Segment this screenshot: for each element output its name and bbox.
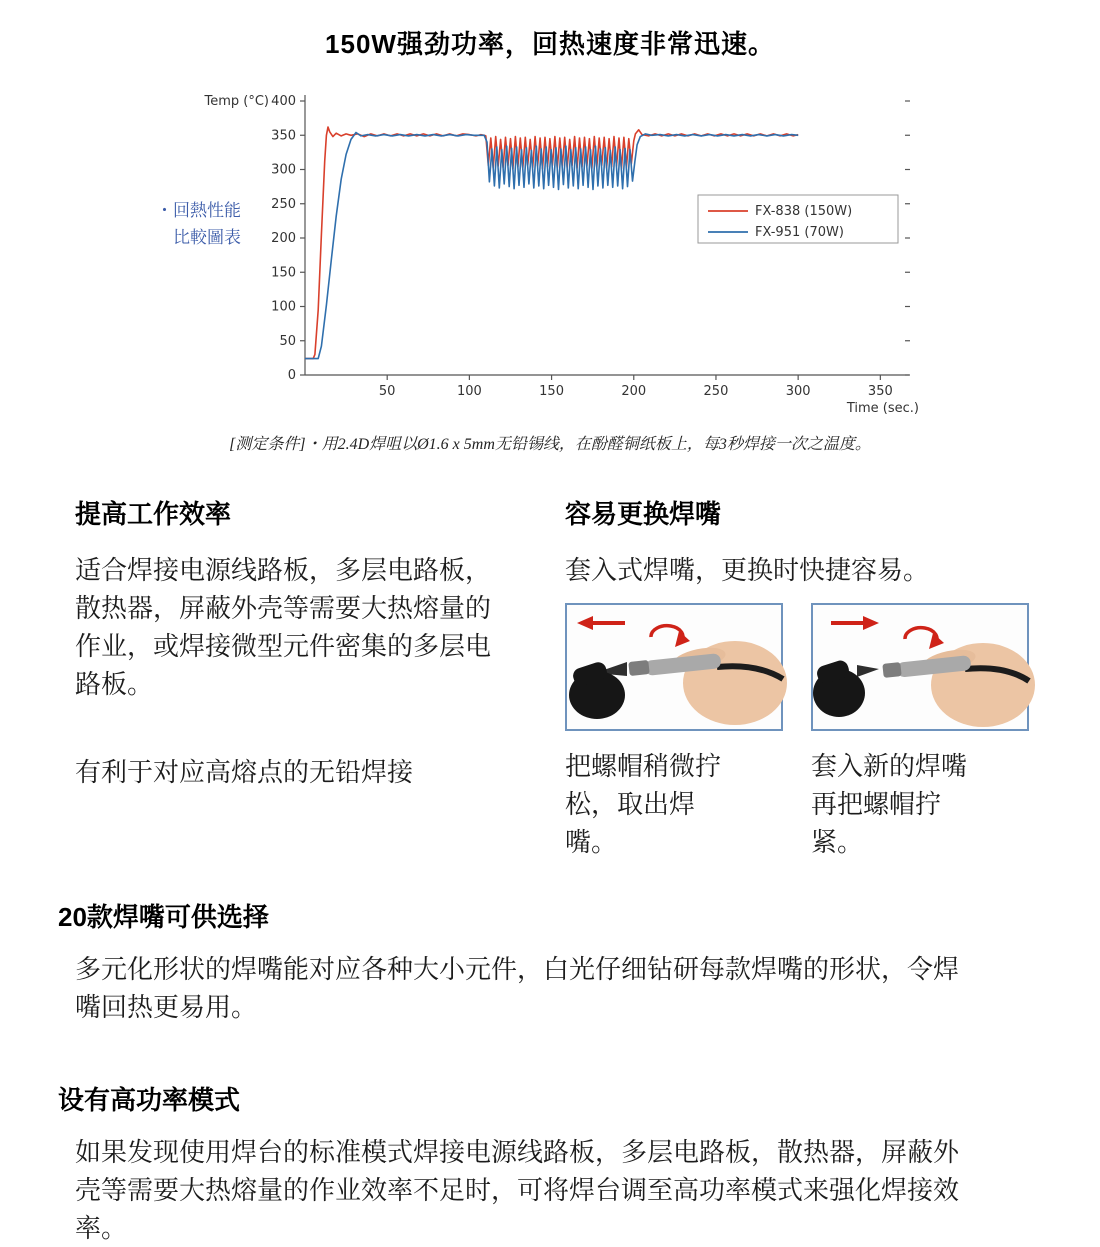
svg-text:0: 0: [287, 368, 296, 383]
efficiency-section: [75, 494, 565, 861]
tip-removal-step: [565, 603, 783, 861]
svg-text:200: 200: [271, 231, 296, 246]
svg-text:FX-838 (150W): FX-838 (150W): [755, 204, 853, 219]
side-label-text1: 回熱性能: [173, 201, 241, 220]
svg-text:250: 250: [271, 196, 296, 212]
svg-text:Temp (°C): Temp (°C): [204, 94, 269, 109]
bullet-icon: ・: [156, 201, 173, 220]
high-power-section: [0, 1080, 1100, 1247]
high-power-body: 如果发现使用焊台的标准模式焊接电源线路板，多层电路板，散热器，屏蔽外壳等需要大热熔量的作业效率不足时，可将焊台调至高功率模式来强化焊接效率。: [75, 1137, 960, 1243]
svg-text:50: 50: [279, 333, 296, 349]
efficiency-body: 适合焊接电源线路板，多层电路板，散热器，屏蔽外壳等需要大热熔量的作业，或焊接微型元件密集的多层电路板。: [75, 555, 492, 699]
svg-text:300: 300: [785, 384, 811, 399]
tip-change-intro: 套入式焊嘴，更换时快捷容易。: [565, 555, 930, 585]
svg-text:100: 100: [271, 299, 296, 315]
tips-heading: 20款焊嘴可供选择: [58, 902, 269, 932]
side-label-line1: [156, 197, 241, 224]
svg-text:300: 300: [271, 162, 296, 178]
tip-removal-photo: [565, 603, 783, 731]
tip-insert-photo: [811, 603, 1029, 731]
efficiency-note: 有利于对应高熔点的无铅焊接: [75, 757, 414, 787]
high-power-heading: 设有高功率模式: [58, 1085, 241, 1115]
svg-text:50: 50: [378, 384, 396, 399]
svg-text:150: 150: [271, 265, 296, 281]
svg-text:350: 350: [867, 384, 893, 399]
side-label-line2: 比較圖表: [173, 228, 241, 247]
two-column-section: [0, 494, 1100, 861]
efficiency-heading: 提高工作效率: [75, 499, 232, 529]
tip-change-photos: [565, 603, 1035, 861]
svg-text:150: 150: [539, 384, 564, 399]
svg-text:350: 350: [271, 128, 296, 144]
tip-change-heading: 容易更换焊嘴: [565, 499, 722, 529]
tip-removal-caption: 把螺帽稍微拧松，取出焊嘴。: [565, 751, 722, 857]
svg-text:100: 100: [456, 384, 482, 399]
svg-text:Time (sec.): Time (sec.): [846, 401, 919, 416]
svg-text:400: 400: [271, 94, 296, 109]
svg-text:200: 200: [621, 384, 647, 399]
page-title: 150W强劲功率，回热速度非常迅速。: [325, 29, 775, 59]
tip-insert-step: [811, 603, 1029, 861]
chart-caption: [测定条件]・用2.4D焊咀以Ø1.6 x 5mm无铅锡线，在酚醛铜纸板上，每3秒焊接一次之温度。: [229, 436, 871, 453]
chart-side-label: [156, 197, 241, 251]
tips-body: 多元化形状的焊嘴能对应各种大小元件，白光仔细钻研每款焊嘴的形状，令焊嘴回热更易用。: [75, 954, 960, 1022]
svg-text:FX-951 (70W): FX-951 (70W): [755, 225, 844, 240]
tip-change-section: [565, 494, 1035, 861]
chart-section: [0, 89, 1100, 425]
tips-section: [0, 897, 1100, 1026]
svg-text:250: 250: [703, 384, 729, 399]
tip-insert-caption: 套入新的焊嘴再把螺帽拧紧。: [811, 751, 968, 857]
